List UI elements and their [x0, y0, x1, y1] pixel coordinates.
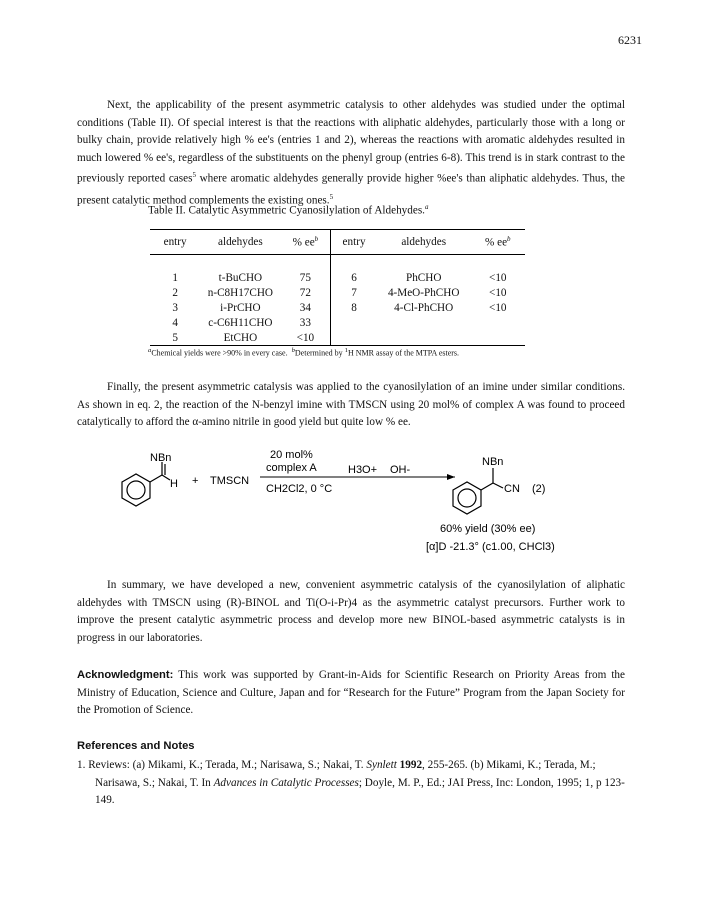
header-entry-right: entry: [331, 230, 377, 255]
nbn-left: NBn: [150, 452, 172, 464]
table-footnotes: $^a$Chemical yields were >90% in every case. $^b$Determined by $^1$H NMR assay of the MTPA esters.: [148, 347, 460, 358]
benzene-ring-right: [453, 468, 503, 514]
benzene-ring-left: [122, 462, 170, 506]
paragraph-summary: In summary, we have developed a new, convenient asymmetric catalysis of the cyanosilylation of aliphatic aldehydes with TMSCN using (R)-BINOL and Ti(O-i-Pr)4 as the asymmetric catalyst precursors. Further work to improve the present catalytic asymmetric process and develop more new BINOL-based asymmetric catalysts is in progress in our laboratories.: [77, 579, 625, 644]
header-ee-right: % $ee^b$: [471, 230, 525, 255]
condition-catalyst: complex A: [266, 462, 317, 474]
condition-catalyst-amount: 20 mol%: [270, 450, 313, 461]
tmscn-reagent: TMSCN: [210, 475, 250, 487]
table-row: 1 t-BuCHO 75 6 PhCHO <10: [172, 271, 507, 284]
acknowledgment: Acknowledgment: This work was supported by Grant-in-Aids for Scientific Research on Priority Areas from the Ministry of Education, Science and Culture, Japan and for “Research for the Future” Program from the Japan Society for the Promotion of Science.: [77, 669, 625, 717]
paragraph-aldehydes: Next, the applicability of the present asymmetric catalysis to other aldehydes was studied under the optimal conditions (Table II). Of special interest is that the reactions with aliphatic aldehydes, particularly those with a long or bulky chain, provide relatively high % ee's (entries 1 and 2), whereas the reactions with aromatic aldehydes resulted in much lowered % ee's, regardless of the substituents on the phenyl group (entries 6-8). This trend is in stark contrast to the previously reported cases$^5$ where aromatic aldehydes generally provide higher %ee's than aliphatic aldehydes. Thus, the present catalytic method complements the existing ones.$^5$: [77, 99, 626, 207]
reference-1: 1. Reviews: (a) Mikami, K.; Terada, M.; Narisawa, S.; Nakai, T. Synlett 1992, 255-265. (b) Mikami, K.; Terada, M.; Narisawa, S.; Nakai, T. In Advances in Catalytic Processes; Doyle, M. P., Ed.; JAI Press, Inc: London, 1995; 1, p 123-149.: [77, 759, 625, 807]
workup-base: OH-: [390, 464, 411, 476]
table-row: 3 i-PrCHO 34 8 4-Cl-PhCHO <10: [172, 301, 507, 314]
reaction-scheme-eq2: [110, 450, 590, 560]
header-entry-left: entry: [150, 230, 200, 255]
header-ee-left: % $ee^b$: [281, 230, 331, 255]
plus-sign: +: [192, 475, 199, 487]
table-row: 4 c-C6H11CHO 33: [150, 315, 525, 330]
paragraph-imine: Finally, the present asymmetric catalysis was applied to the cyanosilylation of an imine under similar conditions. As shown in eq. 2, the reaction of the N-benzyl imine with TMSCN using 20 mol% of complex A was found to proceed catalytically to afford the α-amino nitrile in good yield but quite low % ee.: [77, 381, 625, 429]
page-number: 6231: [618, 33, 642, 47]
table-ii: [150, 229, 525, 346]
h-atom: H: [170, 478, 178, 490]
header-aldehydes-right: aldehydes: [377, 230, 471, 255]
cn-group: CN: [504, 483, 520, 495]
table-row: 5 EtCHO <10: [150, 330, 525, 346]
table-caption: Table II. Catalytic Asymmetric Cyanosilylation of Aldehydes.$^a$: [148, 203, 429, 217]
yield-text: 60% yield (30% ee): [440, 523, 536, 535]
table-row: 2 n-C8H17CHO 72 7 4-MeO-PhCHO <10: [172, 286, 507, 299]
nbn-right: NBn: [482, 456, 504, 468]
workup-acid: H3O+: [348, 464, 378, 476]
equation-number: (2): [532, 483, 546, 495]
references-heading: References and Notes: [77, 740, 195, 752]
optical-rotation: [α]D -21.3° (c1.00, CHCl3): [426, 541, 555, 553]
condition-solvent-temp: CH2Cl2, 0 °C: [266, 483, 333, 495]
header-aldehydes-left: aldehydes: [200, 230, 280, 255]
